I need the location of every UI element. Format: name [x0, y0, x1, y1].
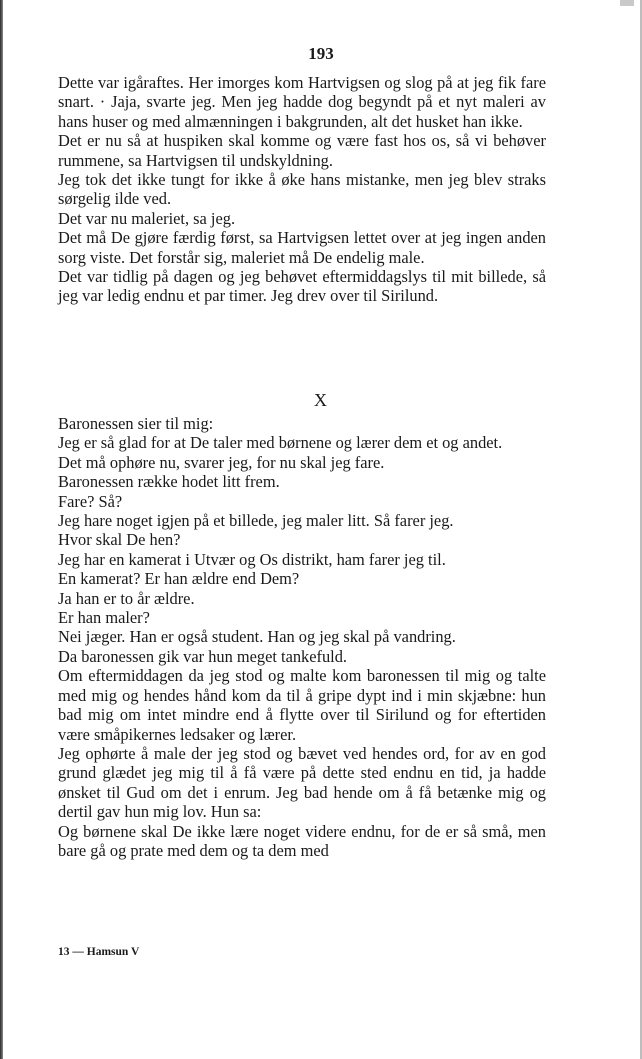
paragraph: Jeg er så glad for at De taler med børnene og lærer dem et og andet.	[58, 433, 503, 453]
paragraph: Hvor skal De hen?	[58, 530, 181, 550]
paragraph: Det var nu maleriet, sa jeg.	[58, 208, 236, 228]
footer-signature: 13 — Hamsun V	[58, 946, 140, 958]
paragraph: Baronessen sier til mig:	[58, 414, 214, 433]
scan-corner-mark	[620, 0, 634, 6]
paragraph: Jeg har en kamerat i Utvær og Os distrikt, ham farer jeg til.	[58, 549, 446, 569]
paragraph: Nei jæger. Han er også student. Han og jeg skal på vandring.	[58, 627, 456, 647]
paragraph: Er han maler?	[58, 608, 150, 628]
section-two-text	[58, 414, 546, 860]
paragraph: Da baronessen gik var hun meget tankefuld.	[58, 646, 348, 666]
paragraph: Jeg hare noget igjen på et billede, jeg maler litt. Så farer jeg.	[58, 511, 454, 531]
paragraph: En kamerat? Er han ældre end Dem?	[58, 569, 300, 589]
paragraph: Fare? Så?	[58, 491, 123, 511]
paragraph: Dette var igåraftes. Her imorges kom Hartvigsen og slog på at jeg fik fare snart. · Jaja, svarte jeg. Men jeg hadde dog begyndt på et nyt maleri av hans huser og med almænningen i bakgrunden, alt det husket han ikke.	[58, 73, 546, 131]
paragraph: Om eftermiddagen da jeg stod og malte kom baronessen til mig og talte med mig og hendes hånd kom da til å gripe dypt ind i min skjæbne: hun bad mig om intet mindre end å flytte over til Sirilund og for eftertiden være småpikernes ledsaker og lærer.	[58, 666, 546, 744]
chapter-heading: X	[314, 390, 328, 410]
paragraph: Ja han er to år ældre.	[58, 588, 195, 608]
page-number: 193	[308, 44, 334, 63]
paragraph: Baronessen række hodet litt frem.	[58, 472, 280, 492]
paragraph: Jeg tok det ikke tungt for ikke å øke hans mistanke, men jeg blev straks sørgelig ilde ved.	[58, 170, 546, 209]
paragraph: Det må De gjøre færdig først, sa Hartvigsen lettet over at jeg ingen anden sorg viste. Det forstår sig, maleriet må De endelig male.	[58, 228, 546, 267]
paragraph: Det er nu så at huspiken skal komme og være fast hos os, så vi behøver rummene, sa Hartvigsen til undskyldning.	[58, 131, 546, 170]
paragraph: Og børnene skal De ikke lære noget videre endnu, for de er så små, men bare gå og prate med dem og ta dem med	[58, 821, 546, 860]
paragraph: Det må ophøre nu, svarer jeg, for nu skal jeg fare.	[58, 452, 385, 472]
section-one-text	[58, 73, 546, 306]
paragraph: Jeg ophørte å male der jeg stod og bævet ved hendes ord, for av en god grund glædet jeg mig til å få være på dette sted endnu en tid, ja hadde ønsket til Gud om det i enrum. Jeg bad hende om å få betænke mig og dertil gav hun mig lov. Hun sa:	[58, 743, 546, 822]
paragraph: Det var tidlig på dagen og jeg behøvet eftermiddagslys til mit billede, så jeg var ledig endnu et par timer. Jeg drev over til Sirilund.	[58, 267, 546, 306]
page-edge-left	[0, 0, 3, 1059]
